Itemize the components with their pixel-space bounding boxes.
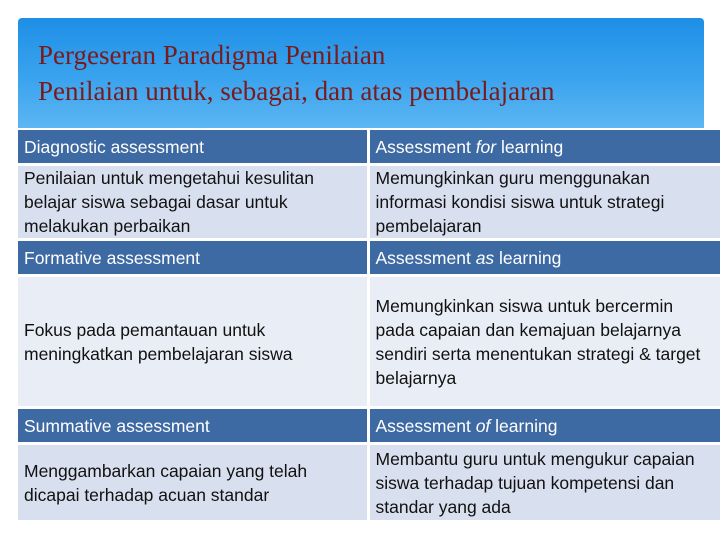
- header-summative: Summative assessment: [18, 408, 368, 444]
- header-row-summative: [18, 408, 720, 444]
- body-for-learning: Memungkinkan guru menggunakan informasi kondisi siswa untuk strategi pembelajaran: [368, 165, 720, 240]
- header-post: learning: [494, 247, 562, 268]
- header-as-learning: [368, 240, 720, 276]
- header-of-learning: [368, 408, 720, 444]
- header-emphasis: for: [475, 136, 497, 157]
- body-of-learning: Membantu guru untuk mengukur capaian siswa terhadap tujuan kompetensi dan standar yang ada: [368, 444, 720, 522]
- body-row-diagnostic: [18, 165, 720, 240]
- header-post: learning: [496, 136, 564, 157]
- body-diagnostic: Penilaian untuk mengetahui kesulitan belajar siswa sebagai dasar untuk melakukan perbaikan: [18, 165, 368, 240]
- slide-subtitle: Penilaian untuk, sebagai, dan atas pembelajaran: [38, 76, 555, 106]
- slide-title: Pergeseran Paradigma Penilaian: [38, 40, 386, 70]
- header-row-diagnostic: [18, 130, 720, 165]
- header-row-formative: [18, 240, 720, 276]
- body-row-formative: [18, 276, 720, 408]
- assessment-table: [18, 130, 720, 523]
- header-emphasis: of: [475, 415, 491, 436]
- body-summative: Menggambarkan capaian yang telah dicapai terhadap acuan standar: [18, 444, 368, 522]
- header-pre: Assessment: [375, 247, 476, 268]
- header-pre: Assessment: [375, 136, 476, 157]
- header-pre: Assessment: [375, 415, 476, 436]
- body-row-summative: [18, 444, 720, 522]
- header-for-learning: [368, 130, 720, 165]
- header-post: learning: [490, 415, 558, 436]
- title-panel: [18, 18, 704, 128]
- header-formative: Formative assessment: [18, 240, 368, 276]
- header-emphasis: as: [475, 247, 495, 268]
- body-as-learning: Memungkinkan siswa untuk bercermin pada capaian dan kemajuan belajarnya sendiri serta menentukan strategi & target belajarnya: [368, 276, 720, 408]
- body-formative: Fokus pada pemantauan untuk meningkatkan pembelajaran siswa: [18, 276, 368, 408]
- header-diagnostic: Diagnostic assessment: [18, 130, 368, 165]
